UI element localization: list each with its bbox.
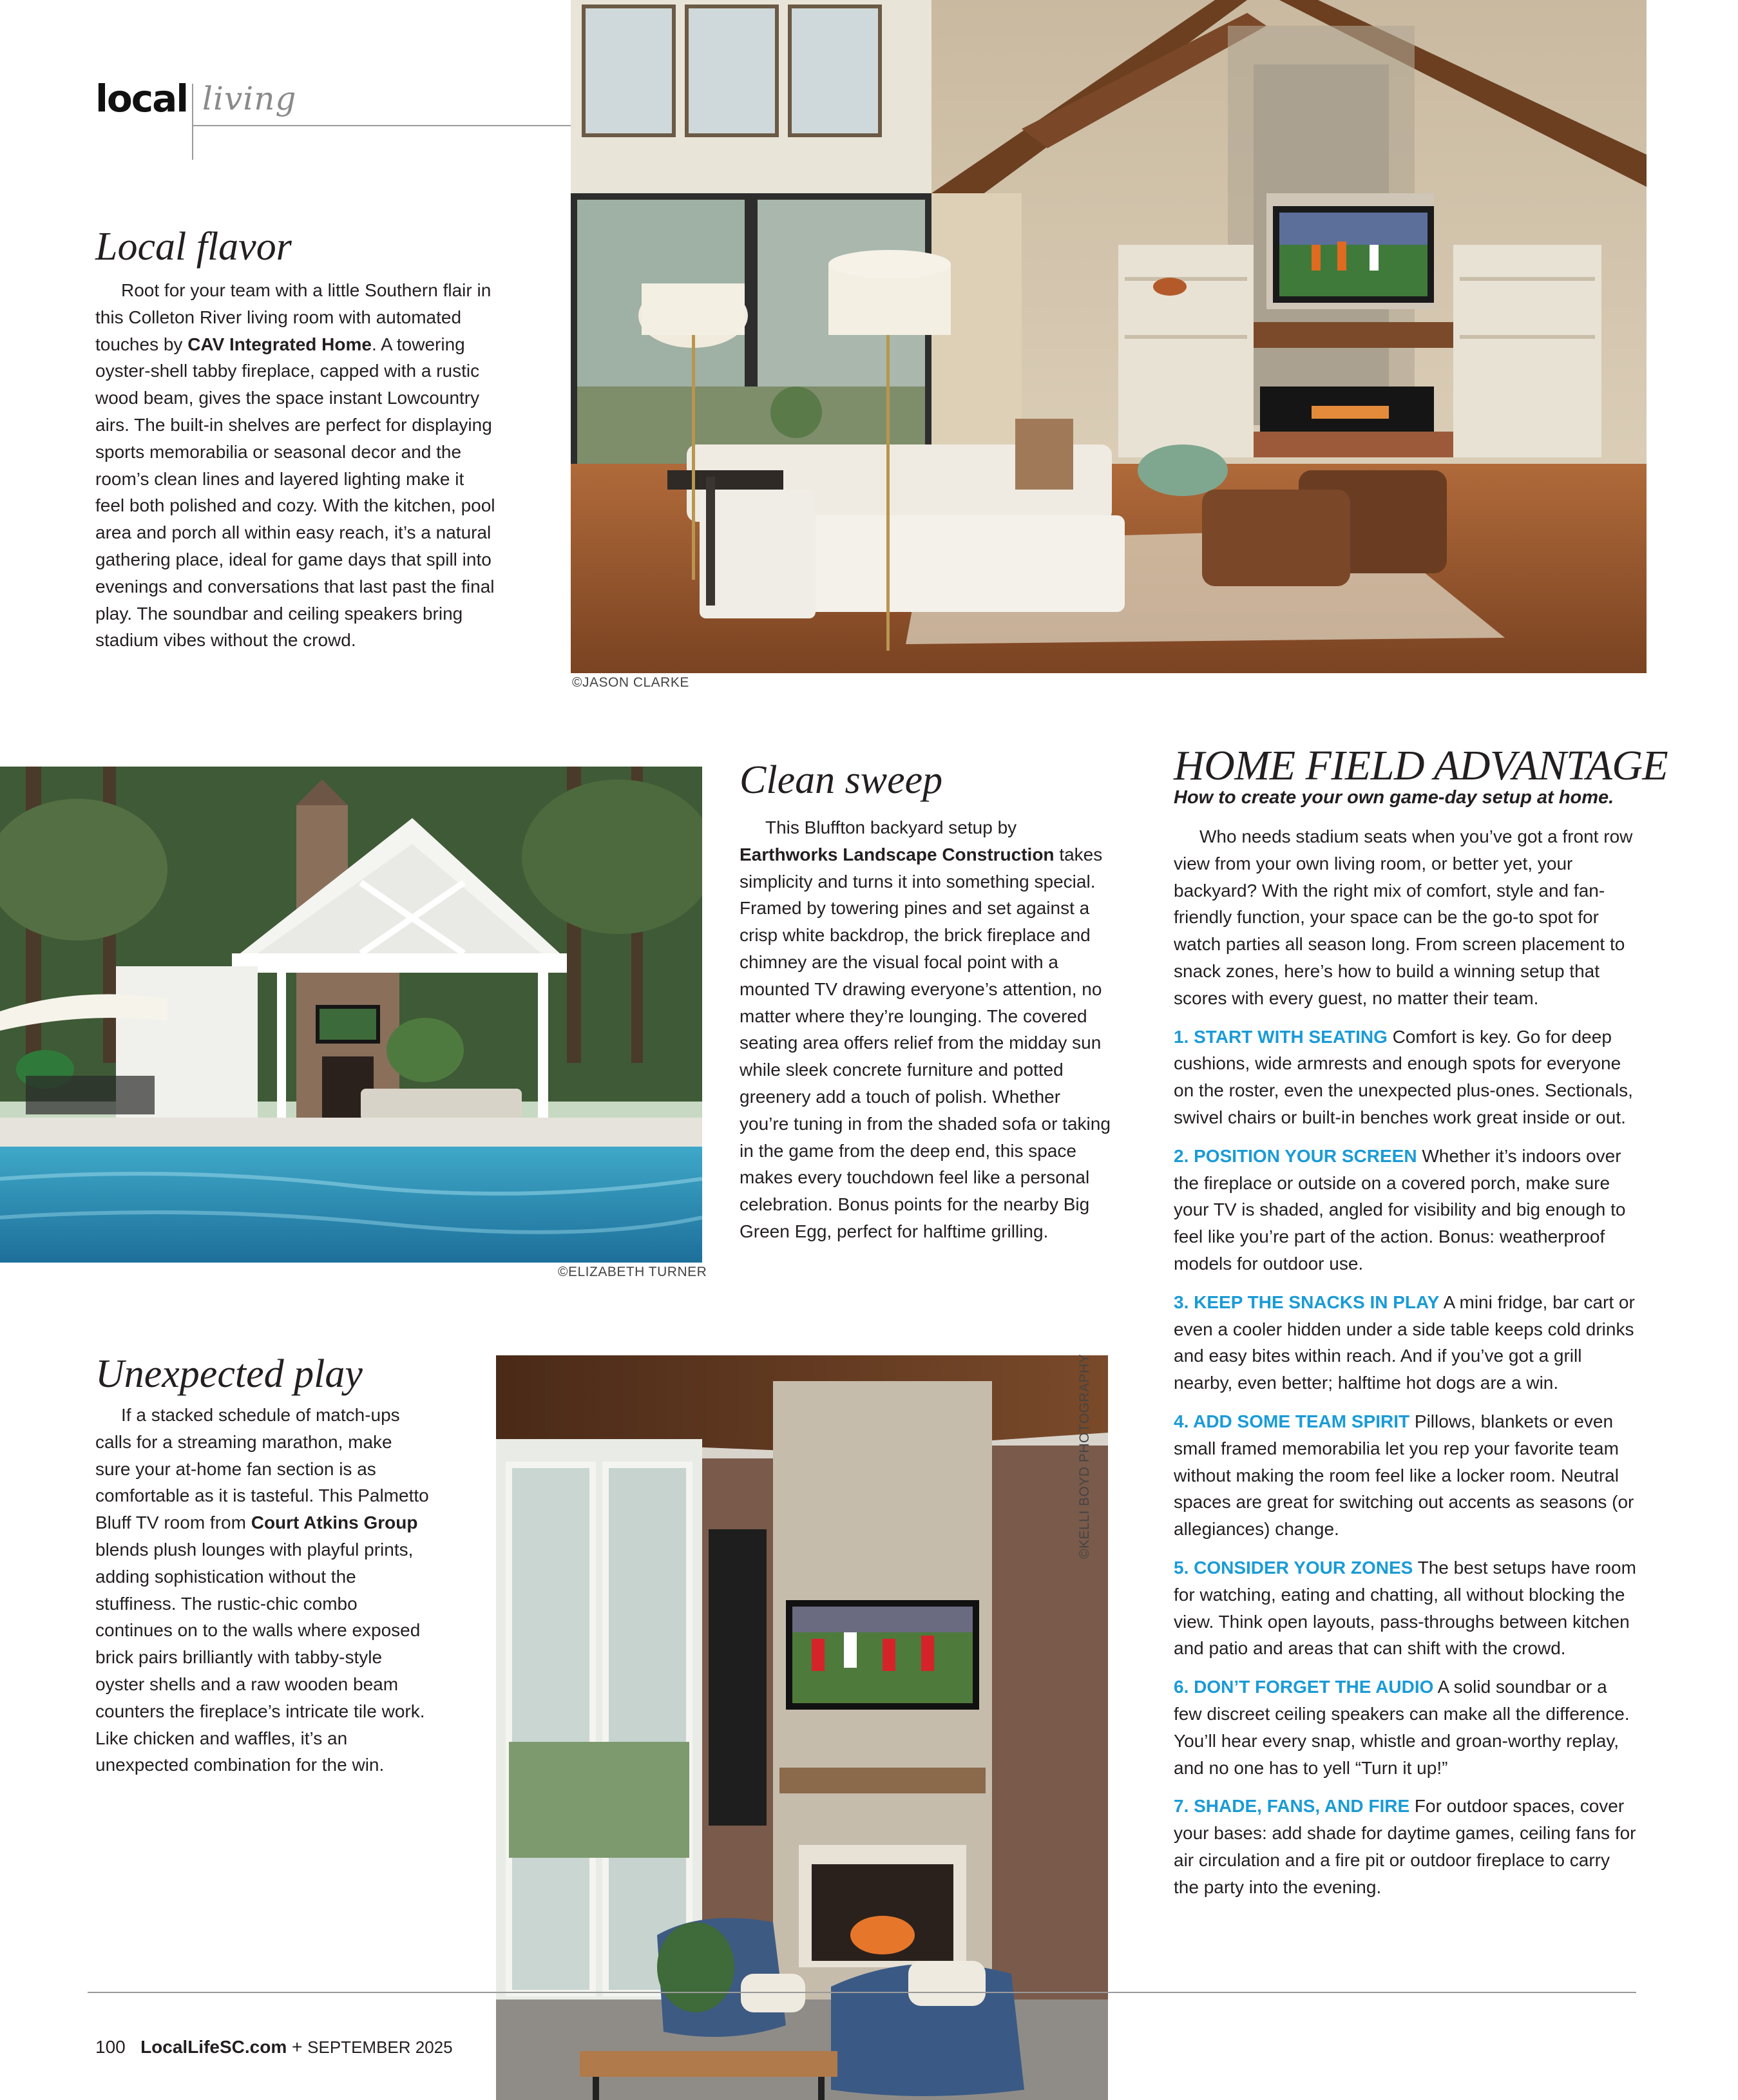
local-flavor-body: Root for your team with a little Southern flair in this Colleton River living room with automated touches by CAV Integrated Home. A towering oyster-shell tabby fireplace, capped with a rustic wood beam, gives the space instant Lowcountry airs. The built-in shelves are perfect for displaying sports memorabilia or seasonal decor and the room’s clean lines and layered lighting make it feel both polished and cozy. With the kitchen, pool area and porch all within easy reach, it’s a natural gathering place, ideal for game days that spill into evenings and conversations that last past the final play. The soundbar and ceiling speakers bring stadium vibes without the crowd.: [95, 280, 495, 651]
header-divider: [192, 84, 193, 160]
page-number: 100: [95, 2037, 126, 2057]
footer-rule: [88, 1992, 1636, 1993]
company-name: Earthworks Landscape Construction: [740, 844, 1055, 864]
photo-credit-clarke: ©JASON CLARKE: [572, 675, 689, 690]
page-footer: [95, 2037, 453, 2057]
issue-date: SEPTEMBER 2025: [307, 2038, 453, 2057]
sidebar-body: [1174, 823, 1638, 1912]
tip-item: 3. KEEP THE SNACKS IN PLAY A mini fridge, bar cart or even a cooler hidden under a side table keeps cold drinks and easy bites within reach. And if you’ve got a grill nearby, even better; halftime hot dogs are a win.: [1174, 1292, 1635, 1393]
clean-sweep-body: This Bluffton backyard setup by Earthworks Landscape Construction takes simplicity and turns it into something special. Framed by towering pines and set against a crisp white backdrop, the brick fireplace and chimney are the visual focal point with a mounted TV drawing everyone’s attention, no matter where they’re lounging. The covered seating area offers relief from the midday sun while sleek concrete furniture and potted greenery add a touch of polish. Whether you’re tuning in from the shaded sofa or taking in the game from the deep end, this space makes every touchdown feel like a personal celebration. Bonus points for the nearby Big Green Egg, perfect for halftime grilling.: [740, 817, 1111, 1241]
sidebar-title: HOME FIELD ADVANTAGE: [1174, 742, 1668, 789]
footer-separator: +: [292, 2037, 303, 2057]
company-name: CAV Integrated Home: [187, 334, 372, 354]
unexpected-play-title: Unexpected play: [95, 1352, 363, 1396]
tip-item: 4. ADD SOME TEAM SPIRIT Pillows, blankets or even small framed memorabilia let you rep your favorite team without making the room feel like a locker room. Neutral spaces are great for switching out accents as seasons (or allegiances) change.: [1174, 1411, 1634, 1540]
tip-item: 5. CONSIDER YOUR ZONES The best setups have room for watching, eating and chatting, all without blocking the view. Think open layouts, pass-throughs between kitchen and patio and areas that can shift with the crowd.: [1174, 1557, 1636, 1659]
tv-room-photo: [496, 1355, 1108, 2100]
site-link[interactable]: LocalLifeSC.com: [140, 2037, 287, 2057]
tip-item: 7. SHADE, FANS, AND FIRE For outdoor spaces, cover your bases: add shade for daytime games, ceiling fans for air circulation and a fire pit or outdoor fireplace to carry the party into the evening.: [1174, 1796, 1636, 1897]
tip-item: 1. START WITH SEATING Comfort is key. Go for deep cushions, wide armrests and enough spots for everyone on the roster, even the unexpected plus-ones. Sectionals, swivel chairs or built-in benches work great inside or out.: [1174, 1026, 1633, 1127]
sidebar-intro: Who needs stadium seats when you’ve got a front row view from your own living room, or better yet, your backyard? With the right mix of comfort, style and fan-friendly function, your space can be the go-to spot for watch parties all season long. From screen placement to snack zones, here’s how to build a winning setup that scores with every guest, no matter their team.: [1174, 826, 1633, 1008]
company-name: Court Atkins Group: [251, 1513, 418, 1533]
tip-item: 2. POSITION YOUR SCREEN Whether it’s indoors over the fireplace or outside on a covered porch, make sure your TV is shaded, angled for visibility and big enough to feel like you’re part of the action. Bonus: weatherproof models for outdoor use.: [1174, 1145, 1626, 1274]
photo-credit-boyd: ©KELLI BOYD PHOTOGRAPHY: [1077, 1353, 1092, 1559]
photo-credit-turner: ©ELIZABETH TURNER: [558, 1265, 707, 1279]
unexpected-play-body: If a stacked schedule of match-ups calls for a streaming marathon, make sure your at-home fan section is as comfortable as it is tasteful. This Palmetto Bluff TV room from Court Atkins Group blends plush lounges with playful prints, adding sophistication without the stuffiness. The rustic-chic combo continues on to the walls where exposed brick pairs brilliantly with tabby-style oyster shells and a raw wooden beam counters the fireplace’s intricate tile work. Like chicken and waffles, it’s an unexpected combination for the win.: [95, 1405, 429, 1775]
tip-item: 6. DON’T FORGET THE AUDIO A solid soundbar or a few discreet ceiling speakers can make all the difference. You’ll hear every snap, whistle and groan-worthy replay, and no one has to yell “Turn it up!”: [1174, 1677, 1630, 1778]
clean-sweep-title: Clean sweep: [740, 758, 943, 802]
section-name: living: [202, 80, 297, 117]
section-logo: local: [95, 77, 188, 120]
local-flavor-title: Local flavor: [95, 225, 292, 269]
sidebar-subtitle: How to create your own game-day setup at home.: [1174, 787, 1614, 808]
backyard-photo: [0, 767, 702, 1263]
header-rule: [193, 125, 573, 126]
living-room-photo: [571, 0, 1647, 673]
